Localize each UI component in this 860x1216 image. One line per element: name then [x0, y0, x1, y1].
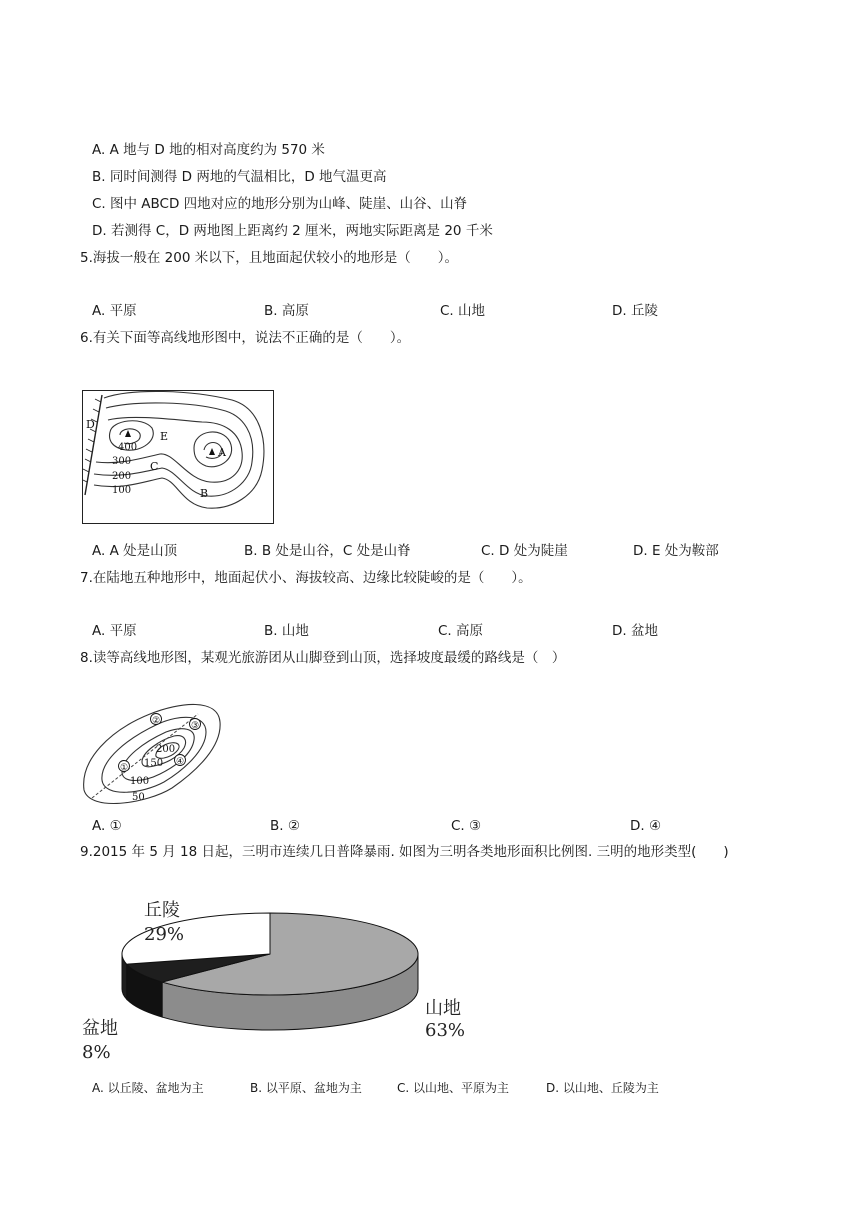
q4-option-b[interactable]: B. 同时间测得 D 两地的气温相比，D 地气温更高 — [92, 169, 387, 185]
q5-stem: 5.海拔一般在 200 米以下，且地面起伏较小的地形是（ ）。 — [80, 250, 458, 266]
map-label-a: A — [218, 446, 226, 459]
q5-option-d[interactable]: D. 丘陵 — [612, 303, 658, 319]
q6-option-b[interactable]: B. B 处是山谷，C 处是山脊 — [244, 543, 411, 559]
q5-option-c[interactable]: C. 山地 — [440, 303, 486, 319]
q9-option-d[interactable]: D. 以山地、丘陵为主 — [546, 1081, 659, 1095]
q7-stem: 7.在陆地五种地形中，地面起伏小、海拔较高、边缘比较陡峻的是（ ）。 — [80, 570, 532, 586]
contour-label-100: 100 — [112, 485, 132, 496]
route-3-label: ③ — [191, 721, 200, 731]
contour-label-50: 50 — [132, 792, 145, 803]
q6-contour-map — [82, 390, 276, 530]
map-label-b: B — [200, 487, 209, 500]
contour-label-200: 200 — [112, 471, 132, 482]
q9-stem: 9.2015 年 5 月 18 日起，三明市连续几日普降暴雨. 如图为三明各类地形面积比例图. 三明的地形类型( ) — [80, 844, 729, 860]
q8-stem: 8.读等高线地形图，某观光旅游团从山脚登到山顶，选择坡度最缓的路线是（ ） — [80, 650, 566, 666]
q8-option-c[interactable]: C. ③ — [451, 818, 482, 834]
pie-chart-svg — [80, 894, 480, 1074]
q9-pie-chart — [80, 894, 480, 1078]
q8-option-d[interactable]: D. ④ — [630, 818, 662, 834]
pie-label-盆地: 盆地 — [82, 1018, 118, 1039]
route-1-label: ① — [120, 763, 129, 773]
pie-value-山地: 63% — [425, 1020, 466, 1041]
q7-option-d[interactable]: D. 盆地 — [612, 623, 658, 639]
q8-option-b[interactable]: B. ② — [270, 818, 300, 834]
pie-label-山地: 山地 — [425, 998, 461, 1019]
contour-label-100: 100 — [130, 776, 150, 787]
map-label-e: E — [160, 430, 169, 443]
q4-option-d[interactable]: D. 若测得 C，D 两地图上距离约 2 厘米，两地实际距离是 20 千米 — [92, 223, 493, 239]
q5-option-a[interactable]: A. 平原 — [92, 303, 137, 319]
q8-option-a[interactable]: A. ① — [92, 818, 122, 834]
map-label-c: C — [150, 460, 159, 473]
q9-option-a[interactable]: A. 以丘陵、盆地为主 — [92, 1081, 204, 1095]
q9-option-b[interactable]: B. 以平原、盆地为主 — [250, 1081, 362, 1095]
contour-label-300: 300 — [112, 456, 132, 467]
q6-option-d[interactable]: D. E 处为鞍部 — [633, 543, 719, 559]
q9-option-c[interactable]: C. 以山地、平原为主 — [397, 1081, 510, 1095]
pie-label-丘陵: 丘陵 — [144, 900, 180, 921]
contour-label-400: 400 — [118, 442, 138, 453]
q8-contour-map — [80, 700, 225, 812]
q7-option-b[interactable]: B. 山地 — [264, 623, 309, 639]
q4-option-a[interactable]: A. A 地与 D 地的相对高度约为 570 米 — [92, 142, 325, 158]
q6-stem: 6.有关下面等高线地形图中，说法不正确的是（ ）。 — [80, 330, 411, 346]
q5-option-b[interactable]: B. 高原 — [264, 303, 309, 319]
contour-label-150: 150 — [144, 758, 164, 769]
map-label-d: D — [86, 418, 95, 431]
contour-label-200: 200 — [156, 744, 176, 755]
q7-option-a[interactable]: A. 平原 — [92, 623, 137, 639]
route-4-label: ④ — [176, 757, 185, 767]
pie-value-盆地: 8% — [82, 1042, 111, 1063]
route-2-label: ② — [152, 716, 161, 726]
q7-option-c[interactable]: C. 高原 — [438, 623, 484, 639]
q4-option-c[interactable]: C. 图中 ABCD 四地对应的地形分别为山峰、陡崖、山谷、山脊 — [92, 196, 468, 212]
q6-option-a[interactable]: A. A 处是山顶 — [92, 543, 178, 559]
q6-option-c[interactable]: C. D 处为陡崖 — [481, 543, 568, 559]
pie-value-丘陵: 29% — [144, 924, 185, 945]
